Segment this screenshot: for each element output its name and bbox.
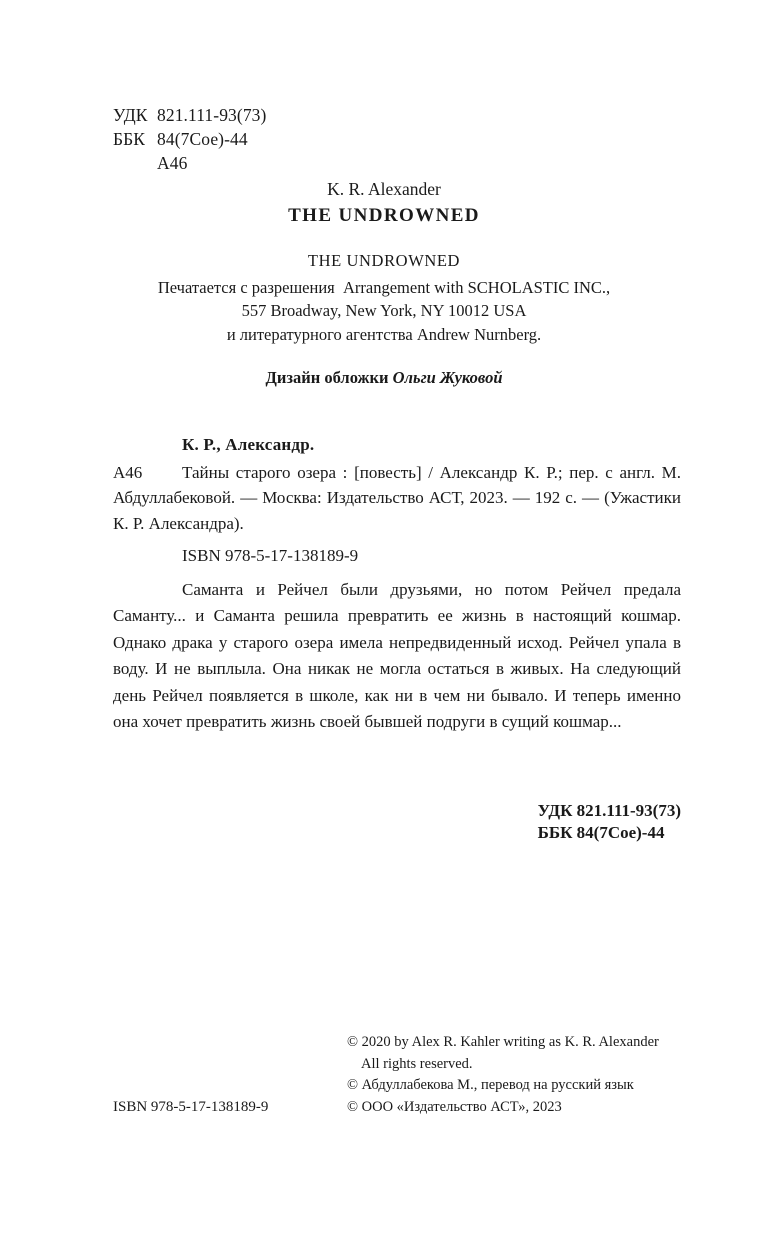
classification-repeat-bbk: ББК 84(7Сое)-44 [537,823,665,842]
permission-line-3: и литературного агентства Andrew Nurnberg. [226,324,542,344]
permission-line-1: Печатается с разрешения Arrangement with SCHOLASTIC INC., [157,277,611,297]
colophon-isbn: ISBN 978-5-17-138189-9 [113,1098,269,1115]
cover-designer-name: Ольги Жуковой [392,368,503,387]
record-entry [113,460,681,537]
record-entry-text: Тайны старого озера : [повесть] / Александр К. Р.; пер. с англ. М. Абдуллабековой. — Москва: Издательство АСТ, 2023. — 192 с. — (Ужастики К. Р. Александра). [113,462,681,533]
copyright-line-publisher: © ООО «Издательство АСТ», 2023 [347,1098,562,1115]
copyright-line-translation: © Абдуллабекова М., перевод на русский язык [347,1077,634,1093]
cover-designer-prefix: Дизайн обложки [265,368,393,387]
permission-title: THE UNDROWNED [307,251,461,270]
udk-value: 821.111-93(73) [157,105,267,125]
colophon-block [113,1032,681,1118]
original-title-block [0,178,768,229]
cover-designer-line [0,368,768,388]
permission-block [60,249,708,346]
bbk-label: ББК [113,129,146,149]
record-annotation: Саманта и Рейчел были друзьями, но потом Рейчел предала Саманту... и Саманта решила превратить ее жизнь в настоящий кошмар. Однако драка у старого озера имела непредвиденный исход. Рейчел упала в воду. И не выплыла. Она никак не могла остаться в живых. На следующий день Рейчел появляется в школе, как ни в чем ни бывало. И теперь именно она хочет превратить жизнь своей бывшей подруги в сущий кошмар... [113,579,681,731]
copyright-column [347,1032,681,1118]
bibliographic-record [113,432,681,736]
classification-repeat-udk: УДК 821.111-93(73) [537,801,681,820]
classification-block [113,103,266,175]
copyright-line-original: © 2020 by Alex R. Kahler writing as K. R. Alexander [347,1034,659,1050]
bbk-value: 84(7Сое)-44 [157,129,248,149]
record-author: К. Р., Александр. [182,435,315,454]
author-index: А46 [157,153,188,173]
permission-line-2: 557 Broadway, New York, NY 10012 USA [241,301,527,320]
original-author: K. R. Alexander [327,179,441,199]
original-title: THE UNDROWNED [288,205,480,226]
classification-repeat-block [538,800,681,844]
record-isbn: ISBN 978-5-17-138189-9 [182,546,359,565]
bbk-row [113,127,266,151]
record-index: А46 [113,462,143,482]
author-index-row [113,151,266,175]
colophon-columns [113,1032,681,1118]
udk-row [113,103,266,127]
udk-label: УДК [113,105,148,125]
copyright-line-rights: All rights reserved. [361,1055,473,1072]
